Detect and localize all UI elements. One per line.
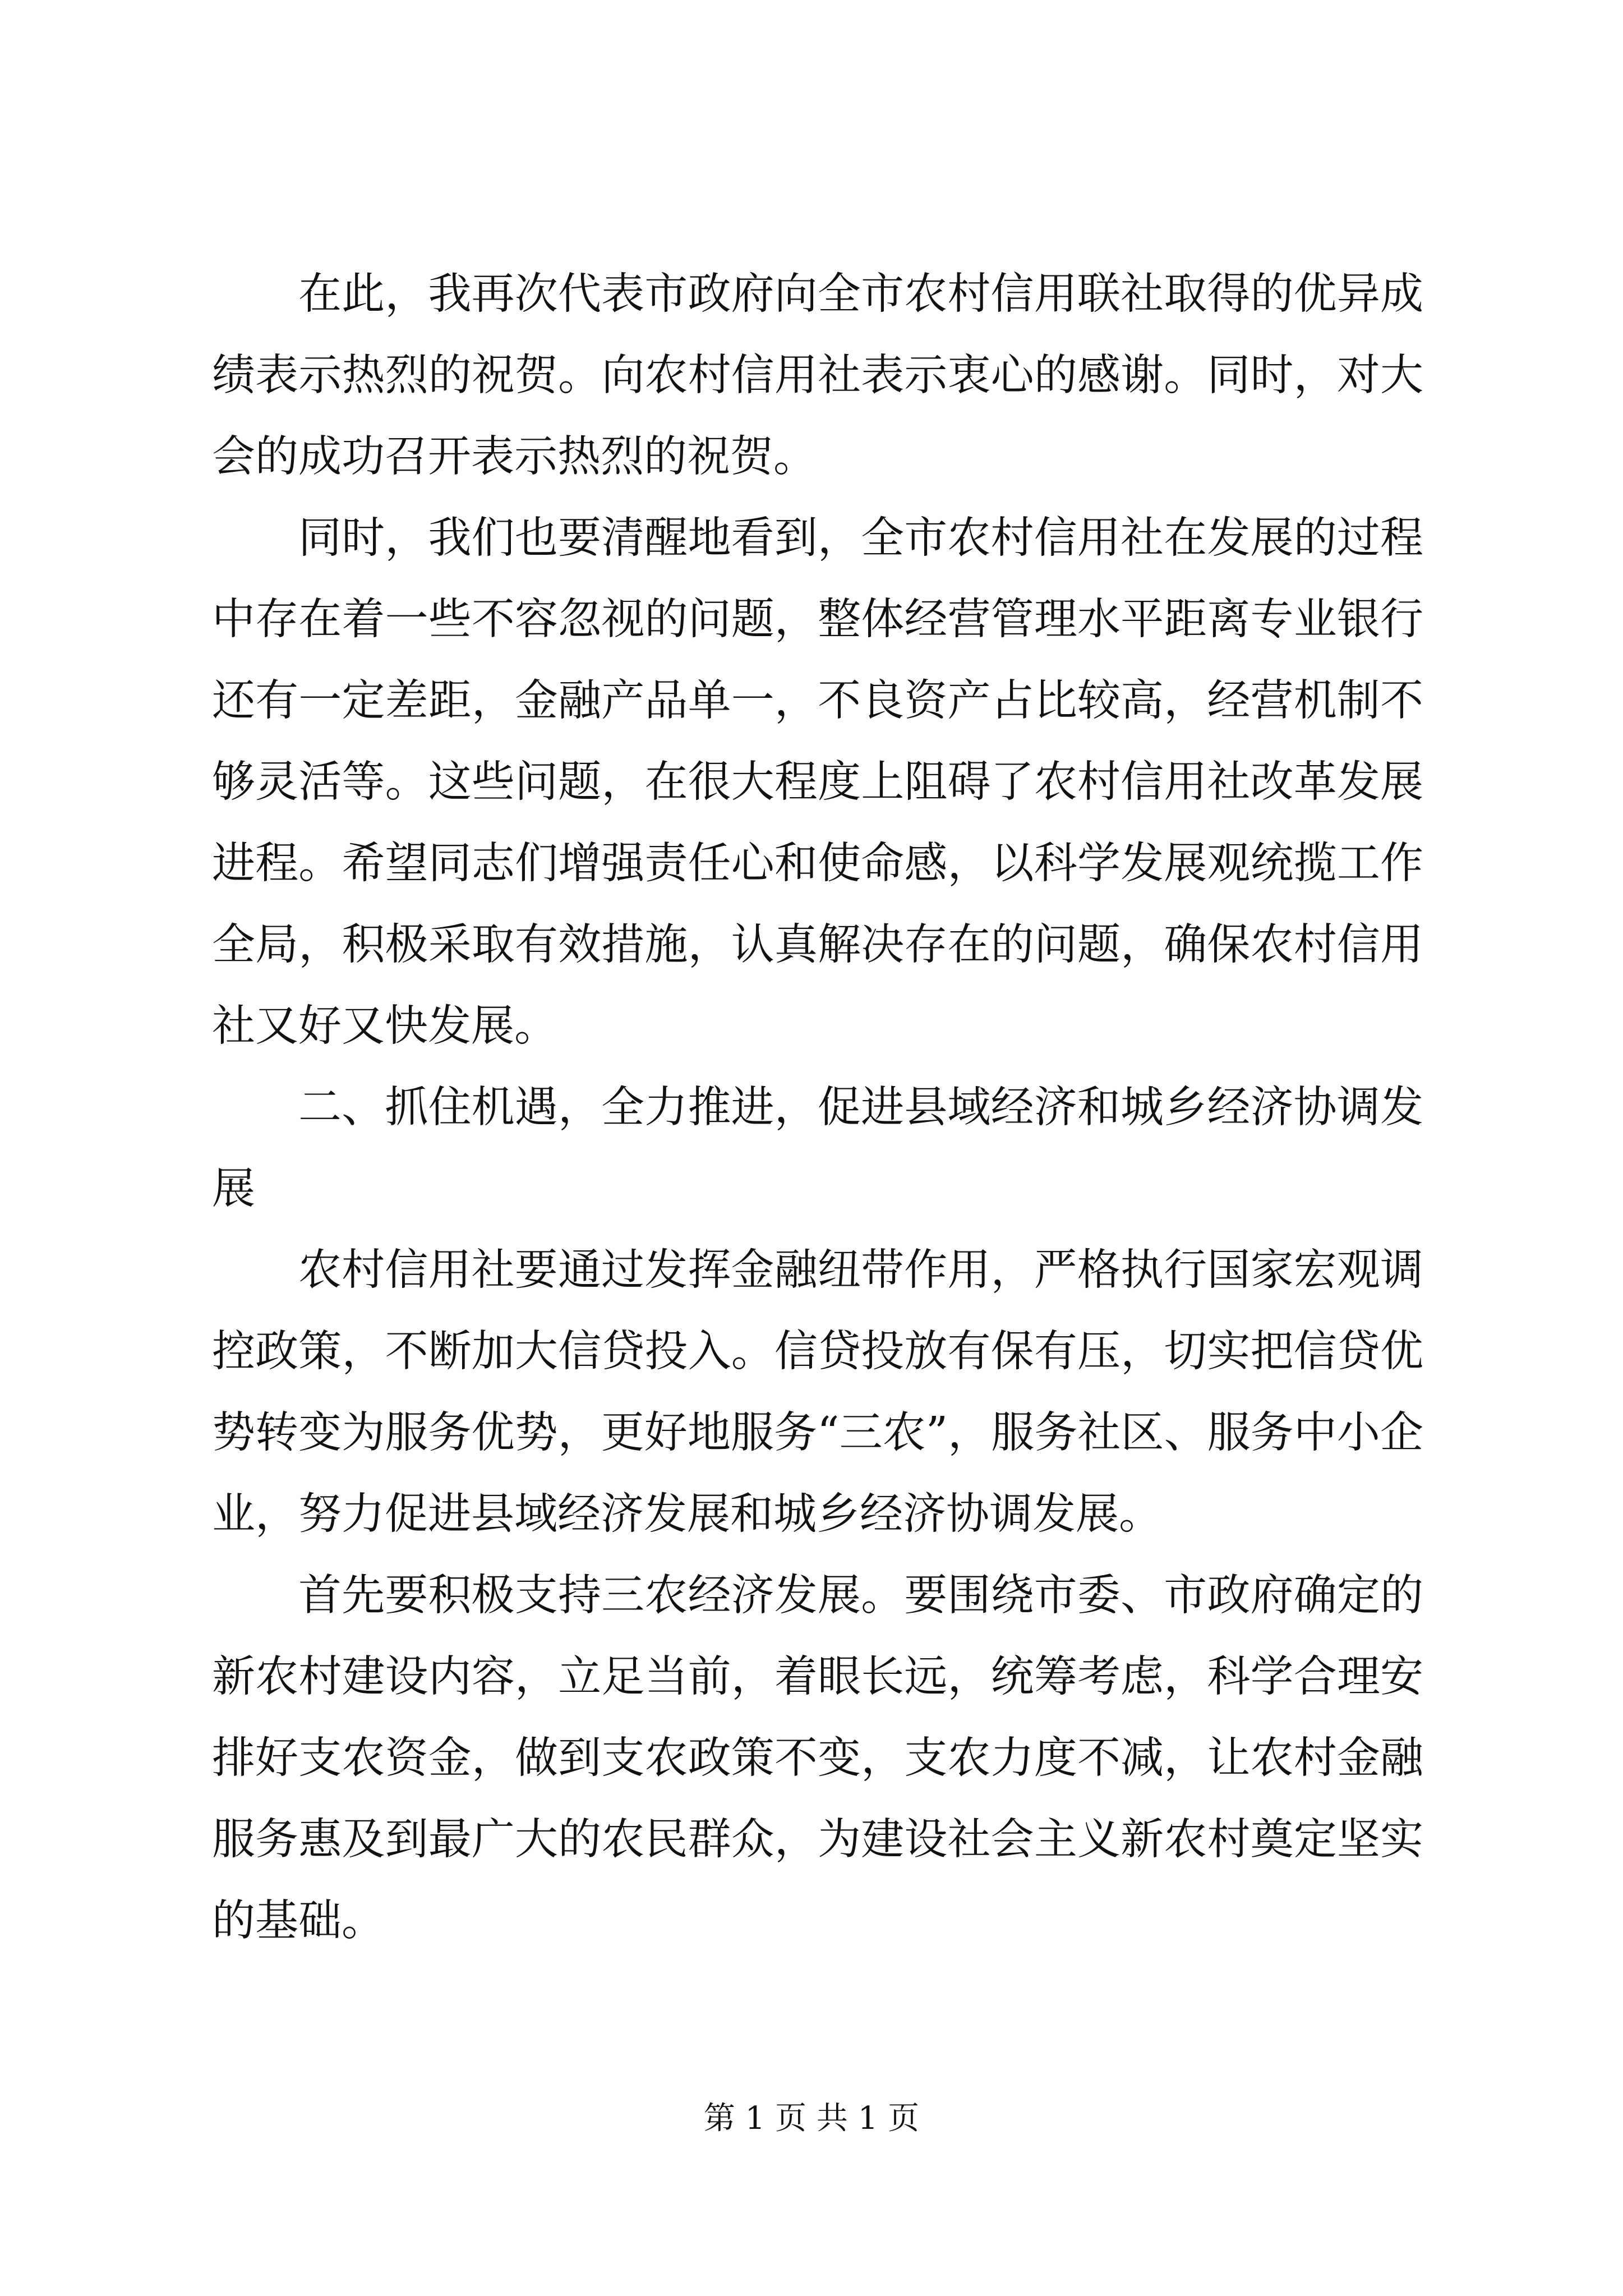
section-heading: 二、抓住机遇，全力推进，促进县域经济和城乡经济协调发展	[212, 1083, 1423, 1214]
page-footer: 第 1 页 共 1 页	[703, 2100, 920, 2137]
paragraph-4: 首先要积极支持三农经济发展。要围绕市委、市政府确定的新农村建设内容，立足当前，着眼长远，统筹考虑，科学合理安排好支农资金，做到支农政策不变，支农力度不减，让农村金融服务惠及到最广大的农民群众，为建设社会主义新农村奠定坚实的基础。	[212, 1571, 1423, 1946]
paragraph-3: 农村信用社要通过发挥金融纽带作用，严格执行国家宏观调控政策，不断加大信贷投入。信贷投放有保有压，切实把信贷优势转变为服务优势，更好地服务“三农”，服务社区、服务中小企业，努力促进县域经济发展和城乡经济协调发展。	[212, 1245, 1423, 1539]
paragraph-1: 在此，我再次代表市政府向全市农村信用联社取得的优异成绩表示热烈的祝贺。向农村信用社表示衷心的感谢。同时，对大会的成功召开表示热烈的祝贺。	[212, 269, 1423, 482]
paragraph-2: 同时，我们也要清醒地看到，全市农村信用社在发展的过程中存在着一些不容忽视的问题，整体经营管理水平距离专业银行还有一定差距，金融产品单一，不良资产占比较高，经营机制不够灵活等。这些问题，在很大程度上阻碍了农村信用社改革发展进程。希望同志们增强责任心和使命感，以科学发展观统揽工作全局，积极采取有效措施，认真解决存在的问题，确保农村信用社又好又快发展。	[212, 513, 1423, 1051]
document-body	[212, 254, 1423, 1962]
